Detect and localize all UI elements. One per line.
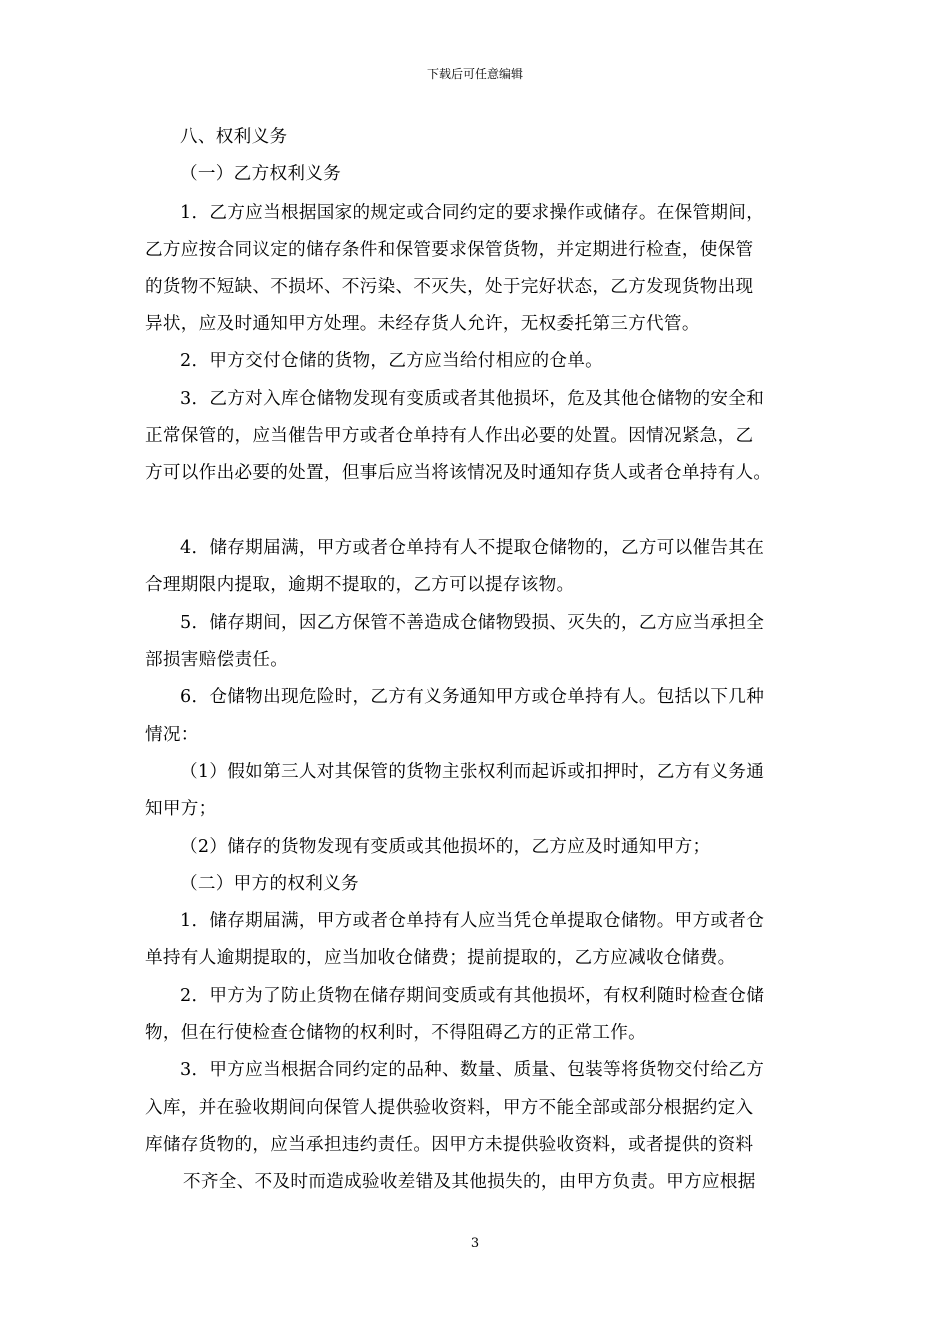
text-line: 物，但在行使检查仓储物的权利时，不得阻碍乙方的正常工作。 xyxy=(145,1023,647,1043)
text-line: 4．储存期届满，甲方或者仓单持有人不提取仓储物的，乙方可以催告其在 xyxy=(180,538,765,558)
text-line: 乙方应按合同议定的储存条件和保管要求保管货物，并定期进行检查，使保管 xyxy=(145,240,754,260)
text-line: 库储存货物的，应当承担违约责任。因甲方未提供验收资料，或者提供的资料 xyxy=(145,1135,754,1155)
text-line: 部损害赔偿责任。 xyxy=(145,650,289,670)
text-line: 2．甲方交付仓储的货物，乙方应当给付相应的仓单。 xyxy=(180,351,604,371)
text-line: 方可以作出必要的处置，但事后应当将该情况及时通知存货人或者仓单持有人。 xyxy=(145,463,772,483)
text-line: （2）储存的货物发现有变质或其他损坏的，乙方应及时通知甲方； xyxy=(180,837,711,857)
text-line: （1）假如第三人对其保管的货物主张权利而起诉或扣押时，乙方有义务通 xyxy=(180,762,765,782)
section-heading: 八、权利义务 xyxy=(180,127,288,147)
subsection-heading: （一）乙方权利义务 xyxy=(180,164,342,184)
text-line: 不齐全、不及时而造成验收差错及其他损失的，由甲方负责。甲方应根据 xyxy=(183,1172,756,1192)
text-line: 知甲方； xyxy=(145,799,217,819)
text-line: 2．甲方为了防止货物在储存期间变质或有其他损坏，有权利随时检查仓储 xyxy=(180,986,765,1006)
text-line: 1．乙方应当根据国家的规定或合同约定的要求操作或储存。在保管期间， xyxy=(180,203,765,223)
text-line: 正常保管的，应当催告甲方或者仓单持有人作出必要的处置。因情况紧急，乙 xyxy=(145,426,754,446)
text-line: 异状，应及时通知甲方处理。未经存货人允许，无权委托第三方代管。 xyxy=(145,314,700,334)
text-line: 入库，并在验收期间向保管人提供验收资料，甲方不能全部或部分根据约定入 xyxy=(145,1098,754,1118)
text-line: 3．甲方应当根据合同约定的品种、数量、质量、包装等将货物交付给乙方 xyxy=(180,1060,765,1080)
page-header: 下载后可任意编辑 xyxy=(426,67,523,81)
page-number: 3 xyxy=(470,1236,480,1251)
text-line: 3．乙方对入库仓储物发现有变质或者其他损坏，危及其他仓储物的安全和 xyxy=(180,389,765,409)
text-line: 合理期限内提取，逾期不提取的，乙方可以提存该物。 xyxy=(145,575,575,595)
subsection-heading: （二）甲方的权利义务 xyxy=(180,874,359,894)
text-line: 的货物不短缺、不损坏、不污染、不灭失，处于完好状态，乙方发现货物出现 xyxy=(145,277,754,297)
text-line: 情况： xyxy=(145,725,199,745)
text-line: 1．储存期届满，甲方或者仓单持有人应当凭仓单提取仓储物。甲方或者仓 xyxy=(180,911,765,931)
text-line: 6．仓储物出现危险时，乙方有义务通知甲方或仓单持有人。包括以下几种 xyxy=(180,687,765,707)
text-line: 5．储存期间，因乙方保管不善造成仓储物毁损、灭失的，乙方应当承担全 xyxy=(180,613,765,633)
text-line: 单持有人逾期提取的，应当加收仓储费；提前提取的，乙方应减收仓储费。 xyxy=(145,948,736,968)
